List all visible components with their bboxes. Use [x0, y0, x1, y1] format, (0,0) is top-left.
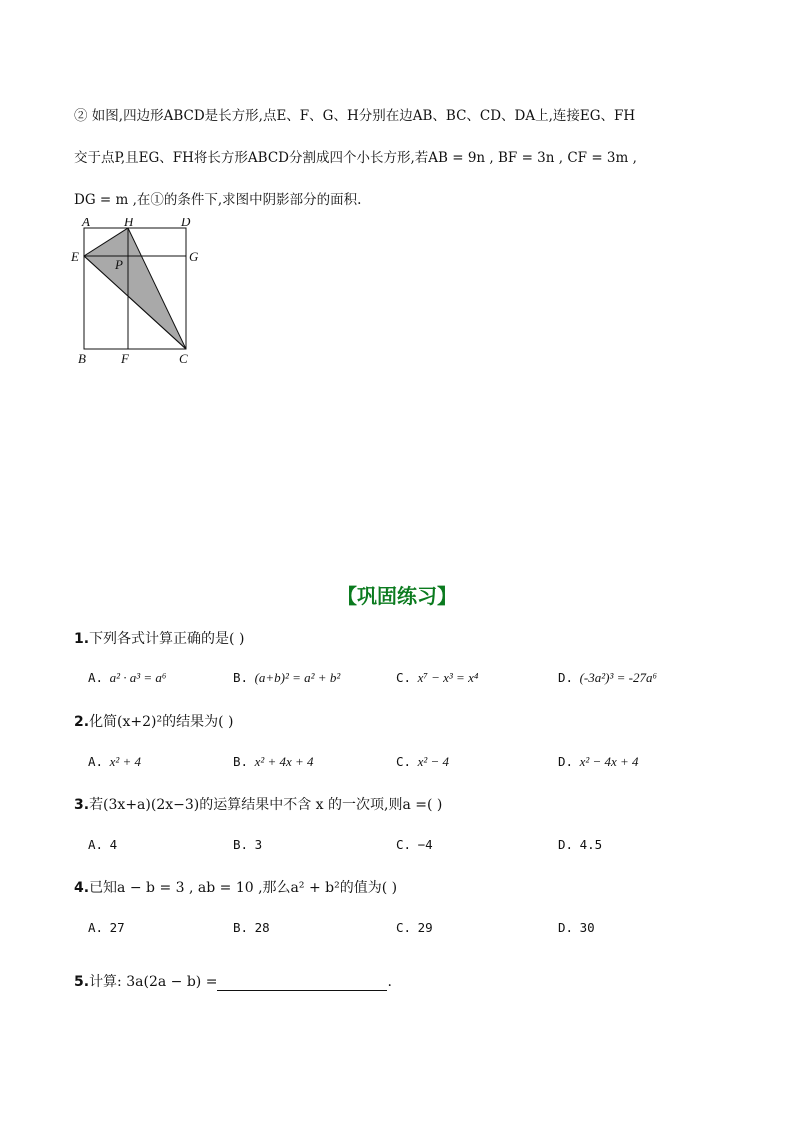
- question-number: 4.: [74, 880, 90, 896]
- option-4c: [396, 920, 433, 936]
- label-c: C: [179, 351, 188, 366]
- question-number: 5.: [74, 974, 90, 990]
- question-stem: 下列各式计算正确的是( ): [89, 631, 245, 647]
- option-label: B.: [233, 754, 249, 769]
- option-text: 3: [254, 837, 263, 852]
- option-text: x⁷ − x³ = x⁴: [417, 670, 479, 685]
- option-3a: [88, 837, 117, 853]
- section-title: 【巩固练习】: [337, 584, 457, 608]
- label-d: D: [181, 218, 191, 229]
- option-2b: [233, 754, 314, 770]
- label-g: G: [189, 249, 199, 264]
- question-tail: .: [387, 974, 392, 990]
- shaded-triangle: [84, 228, 186, 349]
- question-3: [74, 794, 442, 814]
- problem-line-3: DG = m ,在①的条件下,求图中阴影部分的面积.: [74, 192, 362, 208]
- option-label: C.: [396, 920, 412, 935]
- label-e: E: [71, 249, 79, 264]
- option-text: 28: [254, 920, 270, 935]
- option-text: 4.5: [579, 837, 603, 852]
- option-label: D.: [558, 920, 574, 935]
- question-stem: 若(3x+a)(2x−3)的运算结果中不含 x 的一次项,则a =( ): [89, 797, 443, 813]
- option-label: C.: [396, 837, 412, 852]
- option-label: A.: [88, 920, 104, 935]
- question-number: 2.: [74, 714, 90, 730]
- option-2d: [558, 754, 639, 770]
- problem-line-1: ② 如图,四边形ABCD是长方形,点E、F、G、H分别在边AB、BC、CD、DA上,连接EG、FH: [74, 108, 636, 124]
- option-label: B.: [233, 920, 249, 935]
- option-label: B.: [233, 837, 249, 852]
- label-b: B: [78, 351, 86, 366]
- option-text: a² · a³ = a⁶: [109, 670, 167, 685]
- question-stem: 化简(x+2)²的结果为( ): [89, 714, 234, 730]
- question-stem: 已知a − b = 3 , ab = 10 ,那么a² + b²的值为( ): [89, 880, 398, 896]
- option-4b: [233, 920, 270, 936]
- label-a: A: [82, 218, 90, 229]
- question-number: 3.: [74, 797, 90, 813]
- option-1c: [396, 670, 478, 686]
- option-3b: [233, 837, 262, 853]
- label-p: P: [115, 257, 123, 272]
- question-stem: 计算: 3a(2a − b) =: [89, 974, 218, 990]
- option-label: D.: [558, 837, 574, 852]
- option-text: 27: [109, 920, 125, 935]
- option-text: x² + 4: [109, 754, 142, 769]
- option-text: x² + 4x + 4: [254, 754, 314, 769]
- option-4a: [88, 920, 125, 936]
- option-label: A.: [88, 754, 104, 769]
- option-label: A.: [88, 670, 104, 685]
- option-text: 30: [579, 920, 595, 935]
- option-label: B.: [233, 670, 249, 685]
- option-1b: [233, 670, 340, 686]
- option-4d: [558, 920, 595, 936]
- option-3d: [558, 837, 602, 853]
- option-text: (-3a²)³ = -27a⁶: [579, 670, 657, 685]
- problem-line-2: 交于点P,且EG、FH将长方形ABCD分割成四个小长方形,若AB = 9n , BF = 3n , CF = 3m ,: [74, 150, 637, 166]
- option-text: −4: [417, 837, 433, 852]
- question-4: [74, 877, 397, 897]
- option-label: C.: [396, 670, 412, 685]
- option-label: D.: [558, 754, 574, 769]
- option-1a: [88, 670, 166, 686]
- option-1d: [558, 670, 657, 686]
- option-text: x² − 4x + 4: [579, 754, 639, 769]
- option-text: (a+b)² = a² + b²: [254, 670, 341, 685]
- option-text: x² − 4: [417, 754, 450, 769]
- option-3c: [396, 837, 433, 853]
- question-2: [74, 711, 234, 731]
- question-number: 1.: [74, 631, 90, 647]
- label-h: H: [124, 218, 134, 229]
- answer-blank[interactable]: [217, 976, 387, 991]
- question-1: [74, 628, 244, 648]
- rectangle-figure: [66, 218, 216, 368]
- label-f: F: [121, 351, 129, 366]
- question-5: [74, 971, 392, 991]
- option-2c: [396, 754, 449, 770]
- option-text: 4: [109, 837, 118, 852]
- option-label: C.: [396, 754, 412, 769]
- option-text: 29: [417, 920, 433, 935]
- option-label: D.: [558, 670, 574, 685]
- option-2a: [88, 754, 141, 770]
- option-label: A.: [88, 837, 104, 852]
